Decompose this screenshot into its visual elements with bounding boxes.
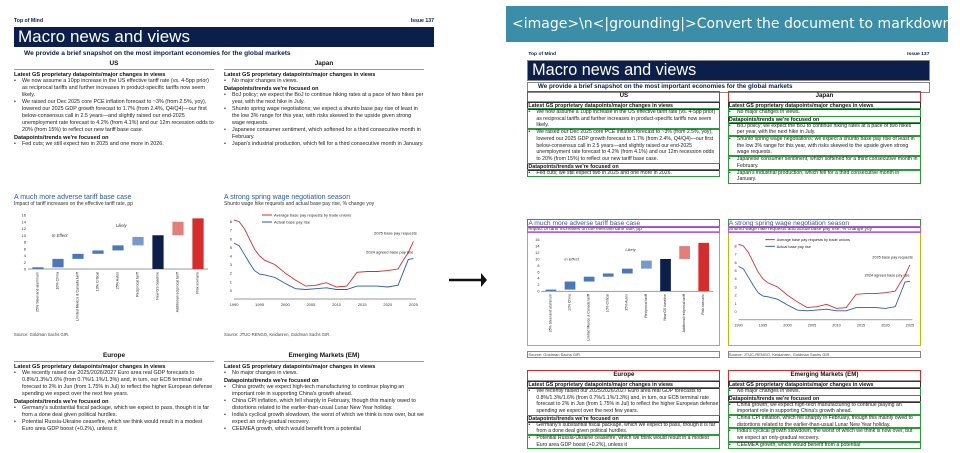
bar-0: [32, 267, 43, 269]
document-page: [14, 18, 434, 438]
line-y-tick-label: 6: [229, 236, 232, 242]
line-y-tick-label: 3: [734, 285, 737, 290]
em-column: [729, 371, 920, 448]
bar-y-tick-label: 6: [23, 246, 26, 252]
europe-latest-item: • We recently raised our 2025/2026/2027 Euro area real GDP forecasts to 0.8%/1.3%/1.6% (from 0.7%/1.1%/1.3%) and, in turn, our ECB terminal rate forecast to 2% in Jun (from 1.75% in Jul) to reflect the higher European defense spending we expect over the next few years.: [528, 388, 719, 415]
em-latest-heading: Latest GS proprietary datapoints/major changes in views: [224, 363, 376, 370]
bar-category-label: Additional reciprocal tariff: [175, 272, 180, 313]
bar-7: [172, 222, 183, 236]
bar-category-label: Risk scenario: [195, 272, 200, 294]
line-y-tick-label: 0: [229, 287, 232, 293]
bar-y-tick-label: 4: [23, 253, 26, 258]
header-row: [528, 52, 929, 60]
us-trends-item: • Fed cuts; we still expect two in 2025 and one more in 2026.: [528, 170, 719, 177]
bar-y-tick-label: 0: [23, 266, 26, 272]
header-right: Issue 137: [410, 18, 434, 24]
japan-trends-item: • Japanese consumer sentiment, which softened for a third consecutive month in February.: [224, 127, 424, 141]
bar-category-label: 25% Steel and aluminum: [548, 294, 553, 333]
legend-label: Average base pay requests by trade unions: [274, 212, 352, 218]
bar-4: [622, 269, 633, 274]
us-chart-title: A much more adverse tariff base case: [528, 220, 719, 227]
line-y-tick-label: 0: [734, 310, 737, 315]
bar-category-label: Risk scenario: [701, 294, 706, 315]
us-latest-item: • We raised our Dec 2025 core PCE inflation forecast to ~3% (from 2.5%, yoy), lowered our 2025 GDP growth forecast to 1.7% (from 2.4%, Q4/Q4)—our first below-consensus call in 2.5 years—and slightly raised our end-2025 unemployment rate forecast to 4.2% (from 4.1%) and our 12m recession odds to 20% (from 15%) to reflect our new tariff base case.: [528, 129, 719, 162]
japan-trends-item: • Japan's industrial production, which fell for a third consecutive month in January.: [729, 170, 920, 183]
bar-6: [661, 259, 672, 291]
japan-trends-item: • Japanese consumer sentiment, which softened for a third consecutive month in February.: [729, 156, 920, 169]
line-annotation: 2024 agreed base pay rise: [366, 249, 414, 255]
legend-label: Actual base pay rise: [274, 219, 311, 225]
bar-category-label: 10% China: [55, 272, 60, 290]
bar-y-tick-label: 14: [21, 219, 26, 225]
bar-category-label: 10% China: [567, 294, 572, 311]
line-y-tick-label: 7: [229, 227, 232, 233]
us-heading: US: [14, 60, 214, 70]
japan-chart-subtitle: Shunto wage hike requests and actual base pay rise, % change yoy: [729, 227, 920, 232]
japan-chart-title: A strong spring wage negotiation season: [224, 194, 351, 201]
europe-trends-item: • Potential Russia-Ukraine ceasefire, which we think would result in a modest Euro area GDP boost (+0.2%), unless it: [528, 435, 719, 448]
bar-y-tick-label: 10: [21, 232, 26, 238]
bar-category-label: 10% Critical: [605, 294, 610, 313]
header-left: Top of Mind: [528, 52, 557, 57]
bar-y-tick-label: 12: [21, 226, 26, 231]
annotated-document-panel: [515, 52, 960, 448]
europe-latest-heading: Latest GS proprietary datapoints/major changes in views: [14, 363, 166, 370]
bar-y-tick-label: 10: [535, 257, 540, 262]
japan-latest-heading: Latest GS proprietary datapoints/major changes in views: [224, 71, 376, 78]
em-latest-item: • No major changes in views.: [729, 388, 920, 395]
bar-category-label: 10% Critical: [95, 272, 100, 292]
legend-label: Actual base pay rise: [776, 244, 811, 249]
line-annotation: 2025 base pay requests: [374, 230, 417, 236]
us-latest-item: • We raised our Dec 2025 core PCE inflation forecast to ~3% (from 2.5%, yoy), lowered our 2025 GDP growth forecast to 1.7% (from 2.4%, Q4/Q4)—our first below-consensus call in 2.5 years—and slightly raised our end-2025 unemployment rate forecast to 4.2% (from 4.1%) and our 12m recession odds to 20% (from 15%) to reflect our new tariff base case.: [14, 99, 214, 134]
line-x-tick-label: 2000: [280, 302, 290, 307]
em-heading: Emerging Markets (EM): [729, 371, 920, 381]
arrow-right-icon: [447, 268, 487, 292]
legend-label: Average base pay requests by trade unions: [776, 238, 850, 243]
japan-chart-source: Source: JTUC-RENGO, Keidanren, Goldman Sachs GIR.: [224, 332, 331, 337]
line-x-tick-label: 2005: [306, 302, 316, 307]
line-y-tick-label: 5: [229, 244, 232, 250]
line-y-tick-label: 2: [229, 270, 232, 276]
us-column: [14, 60, 214, 148]
line-x-tick-label: 2005: [807, 323, 817, 328]
bar-group-label: In Effect: [564, 256, 580, 262]
page-title: Macro news and views: [14, 27, 434, 47]
source-document-panel: [0, 0, 445, 432]
europe-trends-item: • Germany's substantial fiscal package, which we expect to pass, though it is far from a done deal given political hurdles.: [528, 422, 719, 435]
line-x-tick-label: 2015: [357, 302, 367, 307]
japan-latest-item: • No major changes in views.: [729, 109, 920, 116]
line-y-tick-label: 4: [229, 253, 232, 259]
europe-latest-item: • We recently raised our 2025/2026/2027 Euro area real GDP forecasts to 0.8%/1.3%/1.6% (from 0.7%/1.1%/1.3%) and, in turn, our ECB terminal rate forecast to 2% in Jun (from 1.75% in Jul) to reflect the higher European defense spending we expect over the next few years.: [14, 370, 214, 398]
line-annotation: 2024 agreed base pay rise: [864, 273, 910, 278]
header-left: Top of Mind: [14, 18, 43, 24]
us-trends-heading: Datapoints/trends we're focused on: [528, 164, 719, 170]
us-chart-source: Source: Goldman Sachs GIR.: [528, 352, 719, 357]
us-latest-heading: Latest GS proprietary datapoints/major changes in views: [14, 71, 166, 78]
bar-2: [72, 254, 83, 259]
bar-5: [132, 237, 143, 245]
japan-chart-source: Source: JTUC-RENGO, Keidanren, Goldman Sachs GIR.: [729, 352, 920, 357]
line-x-tick-label: 2025: [408, 302, 418, 307]
bar-y-tick-label: 12: [535, 250, 540, 255]
bar-3: [603, 274, 614, 277]
bar-group-label: Likely: [116, 222, 127, 228]
em-trends-item: • CEEMEA growth, which would benefit from a potential: [729, 442, 920, 449]
bar-group-label: Likely: [625, 246, 637, 252]
bar-5: [641, 261, 652, 269]
em-latest-item: • No major changes in views.: [224, 370, 424, 377]
line-y-tick-label: 2: [734, 293, 737, 298]
bar-y-tick-label: 0: [537, 289, 540, 294]
us-trends-item: • Fed cuts; we still expect two in 2025 and one more in 2026.: [14, 141, 214, 148]
bar-8: [699, 243, 710, 291]
line-y-tick-label: 1: [734, 301, 737, 306]
us-chart-block: [528, 220, 719, 363]
bar-y-tick-label: 2: [23, 259, 26, 265]
line-y-tick-label: 3: [229, 262, 232, 268]
bar-category-label: 25% Autos: [115, 272, 120, 290]
line-x-tick-label: 2020: [383, 302, 393, 307]
japan-chart-title: A strong spring wage negotiation season: [729, 220, 920, 227]
bar-y-tick-label: 2: [537, 283, 540, 288]
em-column: [224, 352, 424, 433]
em-trends-heading: Datapoints/trends we're focused on: [224, 377, 319, 384]
europe-trends-heading: Datapoints/trends we're focused on: [14, 398, 109, 405]
japan-chart: [224, 207, 424, 325]
japan-trends-item: • Shunto spring wage negotiations; we expect a shunto base pay rise of least in the low 3% range for this year, with risks skewed to the upside given strong wage requests.: [224, 106, 424, 127]
em-trends-item: • CEEMEA growth, which would benefit from a potential: [224, 426, 424, 433]
us-chart: [14, 207, 214, 325]
bar-0: [546, 290, 557, 292]
us-chart-source: Source: Goldman Sachs GIR.: [14, 332, 70, 337]
us-latest-item: • We now assume a 10pp increase in the US effective tariff rate (vs. 4-5pp prior) as reciprocal tariffs and further increases in product-specific tariffs now seem likely.: [528, 109, 719, 129]
europe-trends-item: • Potential Russia-Ukraine ceasefire, which we think would result in a modest Euro area GDP boost (+0.2%), unless it: [14, 419, 214, 433]
us-column: [528, 92, 719, 176]
bar-category-label: 25% Steel and aluminum: [35, 272, 40, 312]
bar-y-tick-label: 6: [537, 270, 540, 275]
bar-category-label: Limited Mexico & Canada tariff: [75, 272, 80, 321]
bar-y-tick-label: 16: [535, 238, 540, 243]
bar-category-label: Limited Mexico & Canada tariff: [586, 294, 591, 341]
prompt-banner: <image>\n<|grounding|>Convert the document to markdown.: [506, 6, 948, 42]
columns: [14, 60, 434, 432]
us-trends-heading: Datapoints/trends we're focused on: [14, 134, 109, 141]
em-latest-heading: Latest GS proprietary datapoints/major changes in views: [729, 382, 920, 388]
japan-latest-heading: Latest GS proprietary datapoints/major changes in views: [729, 103, 920, 109]
line-y-tick-label: 5: [734, 269, 737, 274]
europe-column: [14, 352, 214, 433]
em-trends-item: • China growth; we expect high-tech manufacturing to continue playing an important role in supporting China's growth ahead.: [224, 384, 424, 398]
japan-chart-block: [729, 220, 920, 363]
em-trends-item: • India's cyclical growth slowdown, the worst of which we think is now over, but we expect an only-gradual recovery.: [224, 412, 424, 426]
bar-y-tick-label: 8: [537, 263, 540, 268]
us-chart-title: A much more adverse tariff base case: [14, 194, 132, 201]
line-x-tick-label: 1990: [229, 302, 239, 307]
bar-2: [584, 277, 595, 282]
line-x-tick-label: 2025: [905, 323, 915, 328]
bar-category-label: Reciprocal tariff: [644, 294, 649, 318]
japan-trends-item: • Japan's industrial production, which fell for a third consecutive month in January.: [224, 141, 424, 148]
page-subtitle: We provide a brief snapshot on the most important economies for the global markets: [528, 83, 929, 93]
europe-trends-item: • Germany's substantial fiscal package, which we expect to pass, though it is far from a done deal given political hurdles.: [14, 405, 214, 419]
japan-trends-item: • BoJ policy; we expect the BoJ to continue hiking rates at a pace of two hikes per year, with the next hike in July.: [729, 123, 920, 136]
europe-latest-heading: Latest GS proprietary datapoints/major changes in views: [528, 382, 719, 388]
line-x-tick-label: 2010: [832, 323, 841, 328]
bar-3: [92, 250, 103, 253]
bar-category-label: New GS baseline: [155, 272, 160, 300]
line-y-tick-label: 8: [734, 244, 737, 249]
japan-column: [729, 92, 920, 183]
us-chart-subtitle: Impact of tariff increases on the effective tariff rate, pp: [14, 201, 133, 207]
bar-category-label: Additional reciprocal tariff: [682, 294, 687, 333]
line-y-tick-label: 1: [229, 279, 232, 285]
bar-1: [565, 282, 576, 290]
bar-category-label: Reciprocal tariff: [135, 272, 140, 297]
europe-trends-heading: Datapoints/trends we're focused on: [528, 416, 719, 422]
japan-trends-heading: Datapoints/trends we're focused on: [729, 117, 920, 123]
line-x-tick-label: 1995: [758, 323, 768, 328]
em-heading: Emerging Markets (EM): [224, 352, 424, 362]
us-latest-heading: Latest GS proprietary datapoints/major changes in views: [528, 103, 719, 109]
us-chart-subtitle: Impact of tariff increases on the effective tariff rate, pp: [528, 227, 719, 232]
us-heading: US: [528, 92, 719, 102]
line-x-tick-label: 1990: [734, 323, 743, 328]
us-latest-item: • We now assume a 10pp increase in the US effective tariff rate (vs. 4-5pp prior) as reciprocal tariffs and further increases in product-specific tariffs now seem likely.: [14, 78, 214, 99]
line-x-tick-label: 2000: [783, 323, 792, 328]
line-x-tick-label: 2015: [856, 323, 866, 328]
em-trends-heading: Datapoints/trends we're focused on: [729, 396, 920, 402]
em-trends-item: • China growth; we expect high-tech manufacturing to continue playing an important role in supporting China's growth ahead.: [729, 402, 920, 415]
japan-heading: Japan: [224, 60, 424, 70]
bar-category-label: New GS baseline: [663, 294, 668, 321]
line-y-tick-label: 6: [734, 260, 737, 265]
bar-y-tick-label: 8: [23, 239, 26, 245]
japan-chart-block: [224, 194, 424, 344]
line-annotation: 2025 base pay requests: [872, 255, 913, 260]
europe-heading: Europe: [14, 352, 214, 362]
bar-8: [192, 218, 203, 269]
line-x-tick-label: 1995: [255, 302, 265, 307]
document-page: [528, 52, 929, 453]
japan-chart-subtitle: Shunto wage hike requests and actual base pay rise, % change yoy: [224, 201, 375, 207]
em-trends-item: • China CPI inflation, which fell sharply in February, though this mainly owed to distortions related to the earlier-than-usual Lunar New Year holiday.: [224, 398, 424, 412]
japan-chart: [729, 232, 920, 345]
bar-4: [112, 245, 123, 250]
japan-trends-item: • BoJ policy; we expect the BoJ to continue hiking rates at a pace of two hikes per year, with the next hike in July.: [224, 92, 424, 106]
bar-group-label: In Effect: [52, 232, 68, 238]
bar-category-label: 25% Autos: [625, 294, 630, 311]
bar-7: [680, 246, 691, 259]
line-y-tick-label: 8: [229, 219, 232, 225]
line-x-tick-label: 2010: [332, 302, 341, 307]
bar-6: [152, 235, 163, 269]
em-trends-item: • China CPI inflation, which fell sharply in February, though this mainly owed to distortions related to the earlier-than-usual Lunar New Year holiday.: [729, 415, 920, 428]
bar-1: [52, 259, 63, 267]
line-y-tick-label: 7: [734, 252, 737, 257]
page-title: Macro news and views: [528, 61, 929, 80]
us-chart-block: [14, 194, 214, 344]
em-trends-item: • India's cyclical growth slowdown, the worst of which we think is now over, but we expect an only-gradual recovery.: [729, 428, 920, 441]
us-chart: [528, 232, 719, 345]
columns: [528, 92, 929, 448]
europe-heading: Europe: [528, 371, 719, 381]
header-row: [14, 18, 434, 26]
japan-trends-heading: Datapoints/trends we're focused on: [224, 85, 319, 92]
japan-column: [224, 60, 424, 148]
bar-y-tick-label: 16: [21, 212, 26, 218]
line-x-tick-label: 2020: [881, 323, 890, 328]
line-y-tick-label: 4: [734, 277, 737, 282]
europe-column: [528, 371, 719, 448]
bar-y-tick-label: 14: [535, 244, 540, 249]
page-subtitle: We provide a brief snapshot on the most important economies for the global markets: [24, 50, 291, 57]
bar-y-tick-label: 4: [537, 276, 540, 281]
japan-latest-item: • No major changes in views.: [224, 78, 424, 85]
japan-trends-item: • Shunto spring wage negotiations; we expect a shunto base pay rise of least in the low 3% range for this year, with risks skewed to the upside given strong wage requests.: [729, 136, 920, 156]
japan-heading: Japan: [729, 92, 920, 102]
header-right: Issue 137: [907, 52, 930, 57]
